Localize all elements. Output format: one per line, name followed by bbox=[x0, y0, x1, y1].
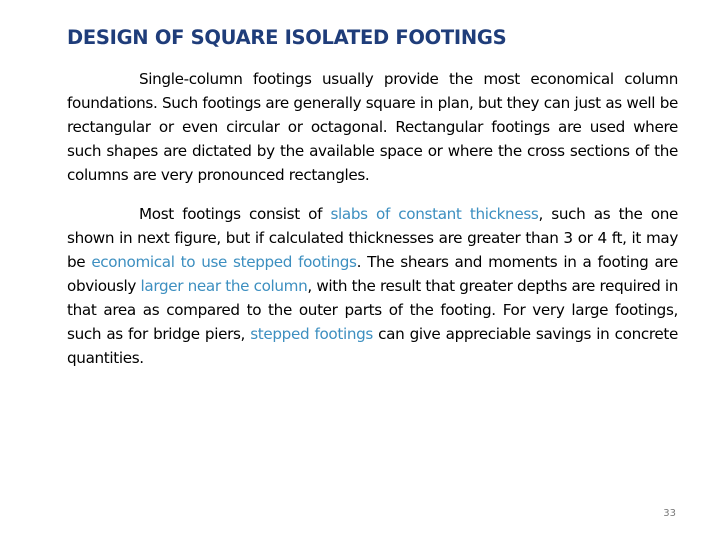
highlight-stepped-footings: stepped footings bbox=[250, 325, 373, 343]
paragraph-footing-types: Single-column footings usually provide the most economical column foundations. Such footings are generally square in plan, but they can just as well be rectangular or even circular or octagonal. Rectangular footings are used where such shapes are dictated by the available space or where the cross sections of the columns are very pronounced rectangles. bbox=[67, 70, 678, 184]
text-segment: , with the result that greater depths are required in that area as compared to the outer parts of the footing. For very large footings, such as for bridge piers, bbox=[67, 277, 678, 343]
paragraph-stepped-footings bbox=[67, 202, 678, 370]
text-segment: , such as the one shown in next figure, but if calculated thicknesses are greater than 3 or 4 ft, it may be bbox=[67, 205, 679, 271]
text-segment: . The shears and moments in a footing are obviously bbox=[67, 253, 678, 295]
text-segment: can give appreciable savings in concrete quantities. bbox=[67, 325, 678, 367]
highlight-larger-near-column: larger near the column bbox=[140, 277, 308, 295]
highlight-constant-thickness: slabs of constant thickness bbox=[330, 205, 539, 223]
highlight-stepped-footings-economical: economical to use stepped footings bbox=[91, 253, 357, 271]
slide-title: DESIGN OF SQUARE ISOLATED FOOTINGS bbox=[67, 26, 507, 49]
page-number: 33 bbox=[663, 508, 676, 519]
text-segment: Most footings consist of bbox=[139, 205, 331, 223]
